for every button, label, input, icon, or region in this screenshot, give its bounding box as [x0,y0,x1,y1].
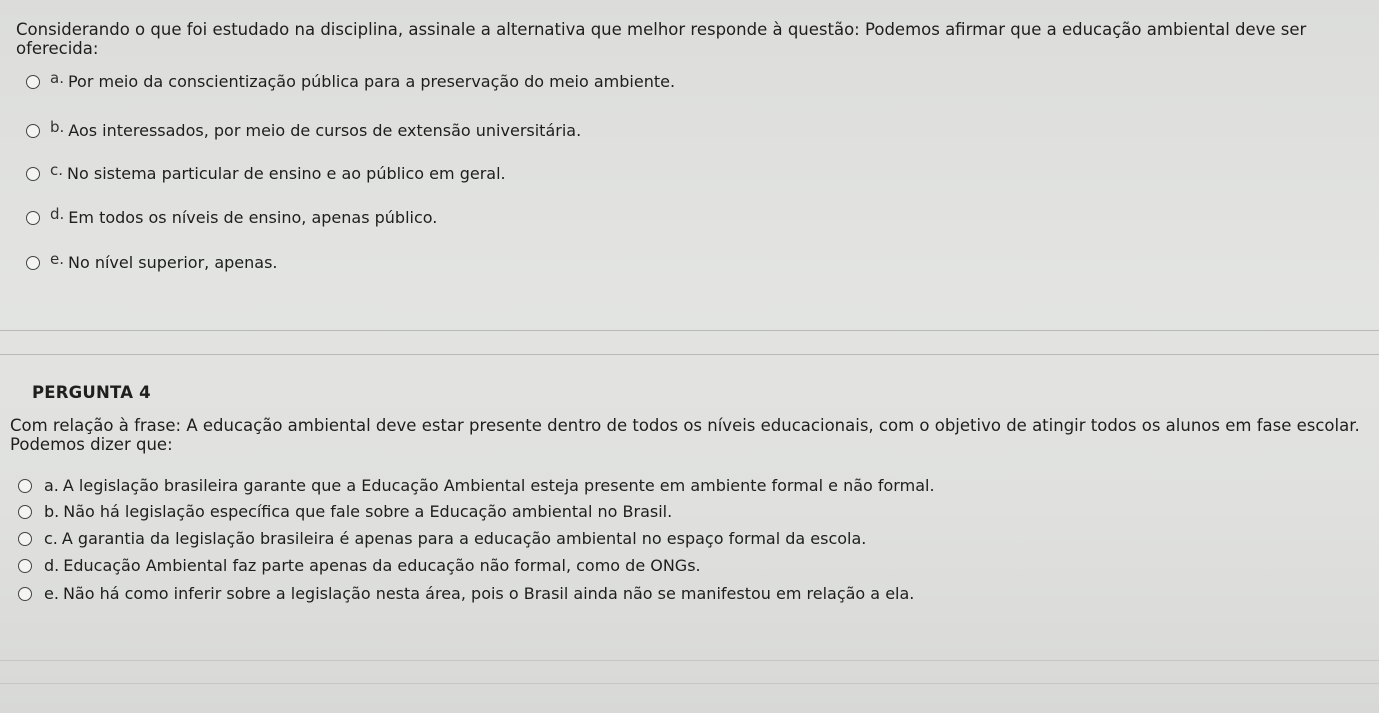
q4-option-c[interactable] [18,529,866,548]
question-1-prompt: Considerando o que foi estudado na disciplina, assinale a alternativa que melhor responde à questão: Podemos afirmar que a educação ambiental deve ser oferecida: [16,20,1307,58]
radio-button[interactable] [26,256,40,270]
q4-option-d[interactable] [18,556,701,575]
radio-button[interactable] [26,211,40,225]
question-4-title: PERGUNTA 4 [32,383,151,402]
option-text: Não há legislação específica que fale sobre a Educação ambiental no Brasil. [63,502,673,521]
section-divider [0,330,1379,331]
q1-option-b[interactable] [26,117,582,140]
option-text: Aos interessados, por meio de cursos de extensão universitária. [68,121,582,140]
option-letter: b. [44,502,60,521]
radio-button[interactable] [26,167,40,181]
option-text: Educação Ambiental faz parte apenas da educação não formal, como de ONGs. [63,556,701,575]
q1-option-c[interactable] [26,160,506,183]
option-text: A garantia da legislação brasileira é apenas para a educação ambiental no espaço formal da escola. [61,529,867,548]
q1-option-e[interactable] [26,249,278,272]
q1-option-a[interactable] [26,68,676,91]
option-text: Por meio da conscientização pública para a preservação do meio ambiente. [67,72,676,91]
option-text: Em todos os níveis de ensino, apenas público. [68,208,438,227]
radio-button[interactable] [18,532,32,546]
option-letter: e. [50,249,64,268]
section-divider [0,683,1379,684]
section-divider [0,354,1379,355]
q4-option-b[interactable] [18,502,672,521]
option-letter: b. [50,117,65,136]
option-text: No sistema particular de ensino e ao público em geral. [67,164,506,183]
radio-button[interactable] [18,479,32,493]
q1-option-d[interactable] [26,204,438,227]
option-letter: d. [50,204,65,223]
q4-option-a[interactable] [18,476,935,495]
option-letter: c. [44,529,58,548]
option-text: A legislação brasileira garante que a Educação Ambiental esteja presente em ambiente formal e não formal. [62,476,935,495]
option-text: Não há como inferir sobre a legislação nesta área, pois o Brasil ainda não se manifestou em relação a ela. [62,584,915,603]
radio-button[interactable] [18,587,32,601]
radio-button[interactable] [18,505,32,519]
section-divider [0,660,1379,661]
option-letter: a. [44,476,59,495]
option-letter: d. [44,556,60,575]
radio-button[interactable] [26,75,40,89]
q4-option-e[interactable] [18,584,914,603]
option-letter: e. [44,584,59,603]
option-text: No nível superior, apenas. [68,253,278,272]
radio-button[interactable] [26,124,40,138]
option-letter: c. [50,160,64,179]
option-letter: a. [50,68,64,87]
question-4-prompt: Com relação à frase: A educação ambiental deve estar presente dentro de todos os níveis educacionais, com o objetivo de atingir todos os alunos em fase escolar. Podemos dizer que: [10,416,1360,454]
radio-button[interactable] [18,559,32,573]
